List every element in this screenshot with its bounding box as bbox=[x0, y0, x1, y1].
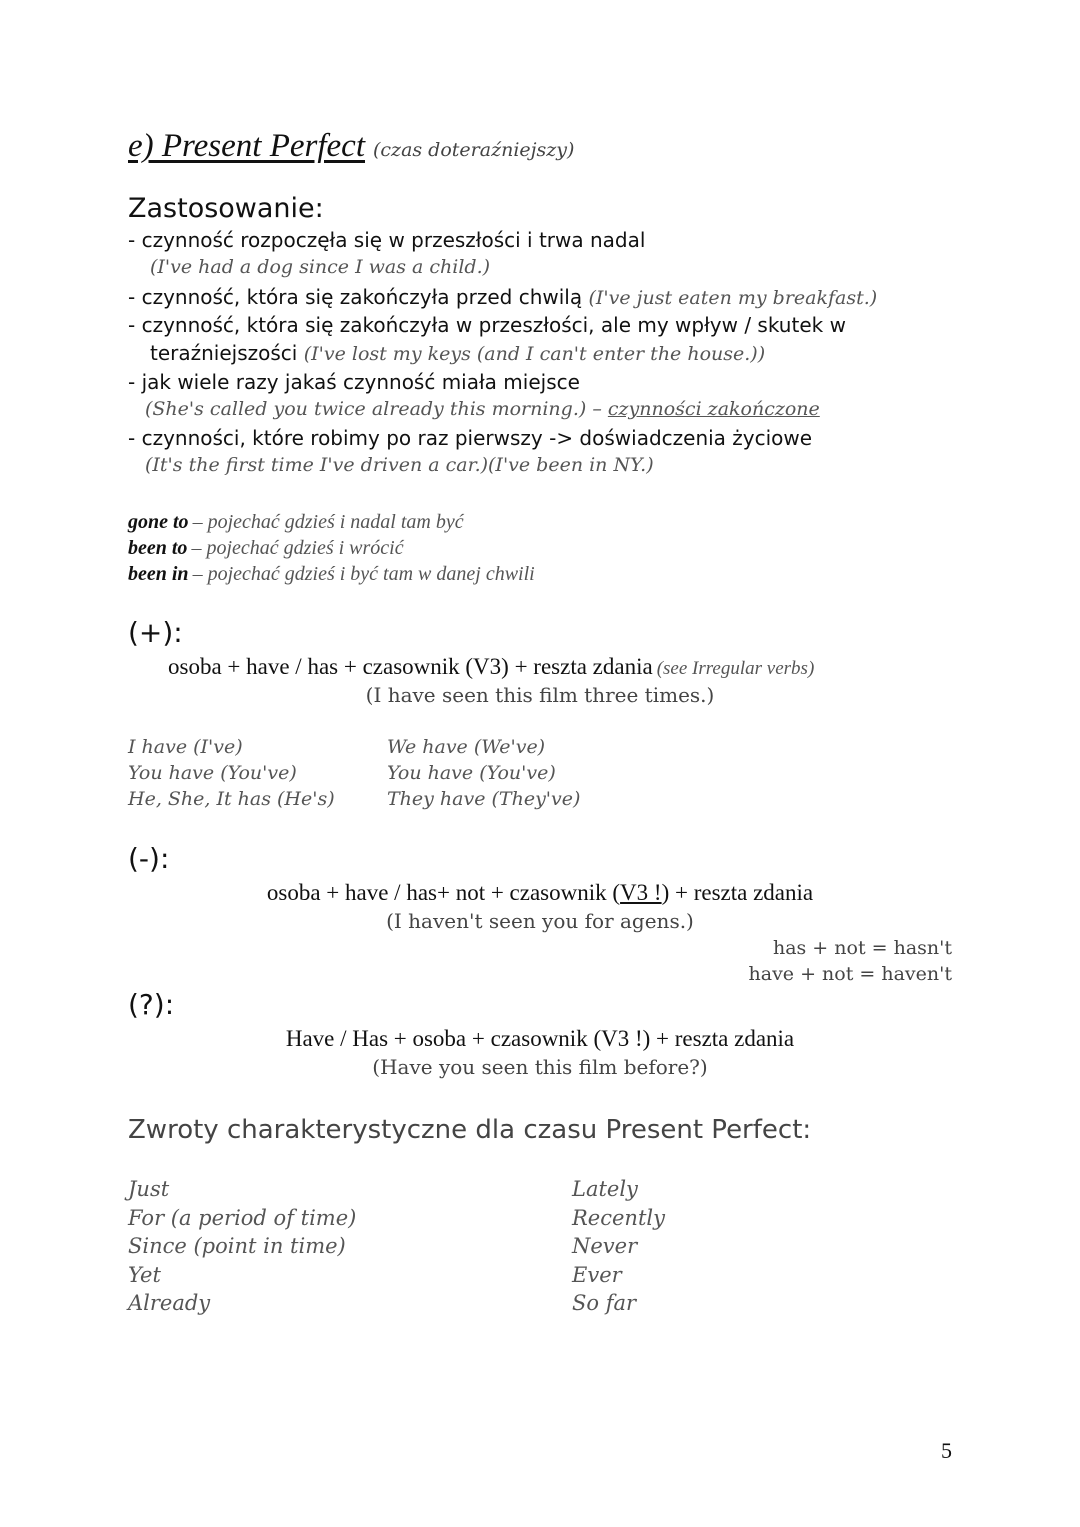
negative-example: (I haven't seen you for agens.) bbox=[386, 909, 694, 933]
usage-example-1: (I've had a dog since I was a child.) bbox=[150, 256, 491, 278]
page-subtitle: (czas doteraźniejszy) bbox=[373, 139, 575, 161]
question-sign: (?): bbox=[128, 988, 175, 1021]
usage-example-3: (I've lost my keys (and I can't enter the house.)) bbox=[303, 343, 766, 365]
usage-item-1: - czynność rozpoczęła się w przeszłości i trwa nadal bbox=[128, 228, 646, 252]
usage-item-2: - czynność, która się zakończyła przed chwilą (I've just eaten my breakfast.) bbox=[128, 285, 878, 309]
question-example: (Have you seen this film before?) bbox=[372, 1055, 708, 1079]
usage-example-5: (It's the first time I've driven a car.)(I've been in NY.) bbox=[145, 454, 654, 476]
usage-example-4: (She's called you twice already this morning.) – czynności zakończone bbox=[145, 398, 820, 420]
phrase-right-1: Lately bbox=[572, 1177, 638, 1201]
question-formula: Have / Has + osoba + czasownik (V3 !) + reszta zdania bbox=[285, 1026, 795, 1051]
phrase-right-4: Ever bbox=[572, 1263, 622, 1287]
phrase-right-5: So far bbox=[572, 1291, 637, 1315]
pronoun-right-2: You have (You've) bbox=[387, 762, 556, 784]
positive-example: (I have seen this film three times.) bbox=[365, 683, 715, 707]
positive-sign: (+): bbox=[128, 616, 183, 649]
phrase-left-1: Just bbox=[128, 1177, 170, 1201]
phrase-left-3: Since (point in time) bbox=[128, 1234, 346, 1258]
usage-note-4: czynności zakończone bbox=[607, 398, 820, 420]
usage-item-3: - czynność, która się zakończyła w przeszłości, ale my wpływ / skutek w bbox=[128, 313, 846, 337]
phrase-left-4: Yet bbox=[128, 1263, 161, 1287]
pronoun-left-3: He, She, It has (He's) bbox=[128, 788, 335, 810]
usage-item-3-cont: teraźniejszości (I've lost my keys (and I can't enter the house.)) bbox=[150, 341, 766, 365]
gone-been-row-1: gone to – pojechać gdzieś i nadal tam być bbox=[128, 511, 464, 533]
negative-formula: osoba + have / has+ not + czasownik (V3 !) + reszta zdania bbox=[266, 880, 814, 905]
usage-example-2: (I've just eaten my breakfast.) bbox=[588, 287, 878, 309]
pronoun-right-3: They have (They've) bbox=[387, 788, 581, 810]
phrases-heading: Zwroty charakterystyczne dla czasu Present Perfect: bbox=[128, 1115, 812, 1145]
phrase-right-2: Recently bbox=[572, 1206, 665, 1230]
phrase-right-3: Never bbox=[572, 1234, 638, 1258]
gone-been-row-2: been to – pojechać gdzieś i wrócić bbox=[128, 537, 404, 559]
usage-item-5: - czynności, które robimy po raz pierwszy -> doświadczenia życiowe bbox=[128, 426, 813, 450]
phrase-left-2: For (a period of time) bbox=[128, 1206, 357, 1230]
positive-formula: osoba + have / has + czasownik (V3) + reszta zdania (see Irregular verbs) bbox=[168, 654, 815, 679]
pronoun-left-2: You have (You've) bbox=[128, 762, 297, 784]
usage-heading: Zastosowanie: bbox=[128, 193, 324, 224]
pronoun-right-1: We have (We've) bbox=[387, 736, 546, 758]
negative-sign: (-): bbox=[128, 842, 170, 875]
page-title: e) Present Perfect (czas doteraźniejszy) bbox=[128, 128, 575, 164]
gone-been-row-3: been in – pojechać gdzieś i być tam w danej chwili bbox=[128, 563, 535, 585]
pronoun-left-1: I have (I've) bbox=[128, 736, 243, 758]
usage-item-4: - jak wiele razy jakaś czynność miała miejsce bbox=[128, 370, 580, 394]
positive-note: (see Irregular verbs) bbox=[656, 658, 815, 679]
contraction-hasnt: has + not = hasn't bbox=[772, 937, 952, 959]
contraction-havent: have + not = haven't bbox=[748, 963, 952, 985]
phrase-left-5: Already bbox=[128, 1291, 211, 1315]
page-number: 5 bbox=[941, 1438, 952, 1463]
